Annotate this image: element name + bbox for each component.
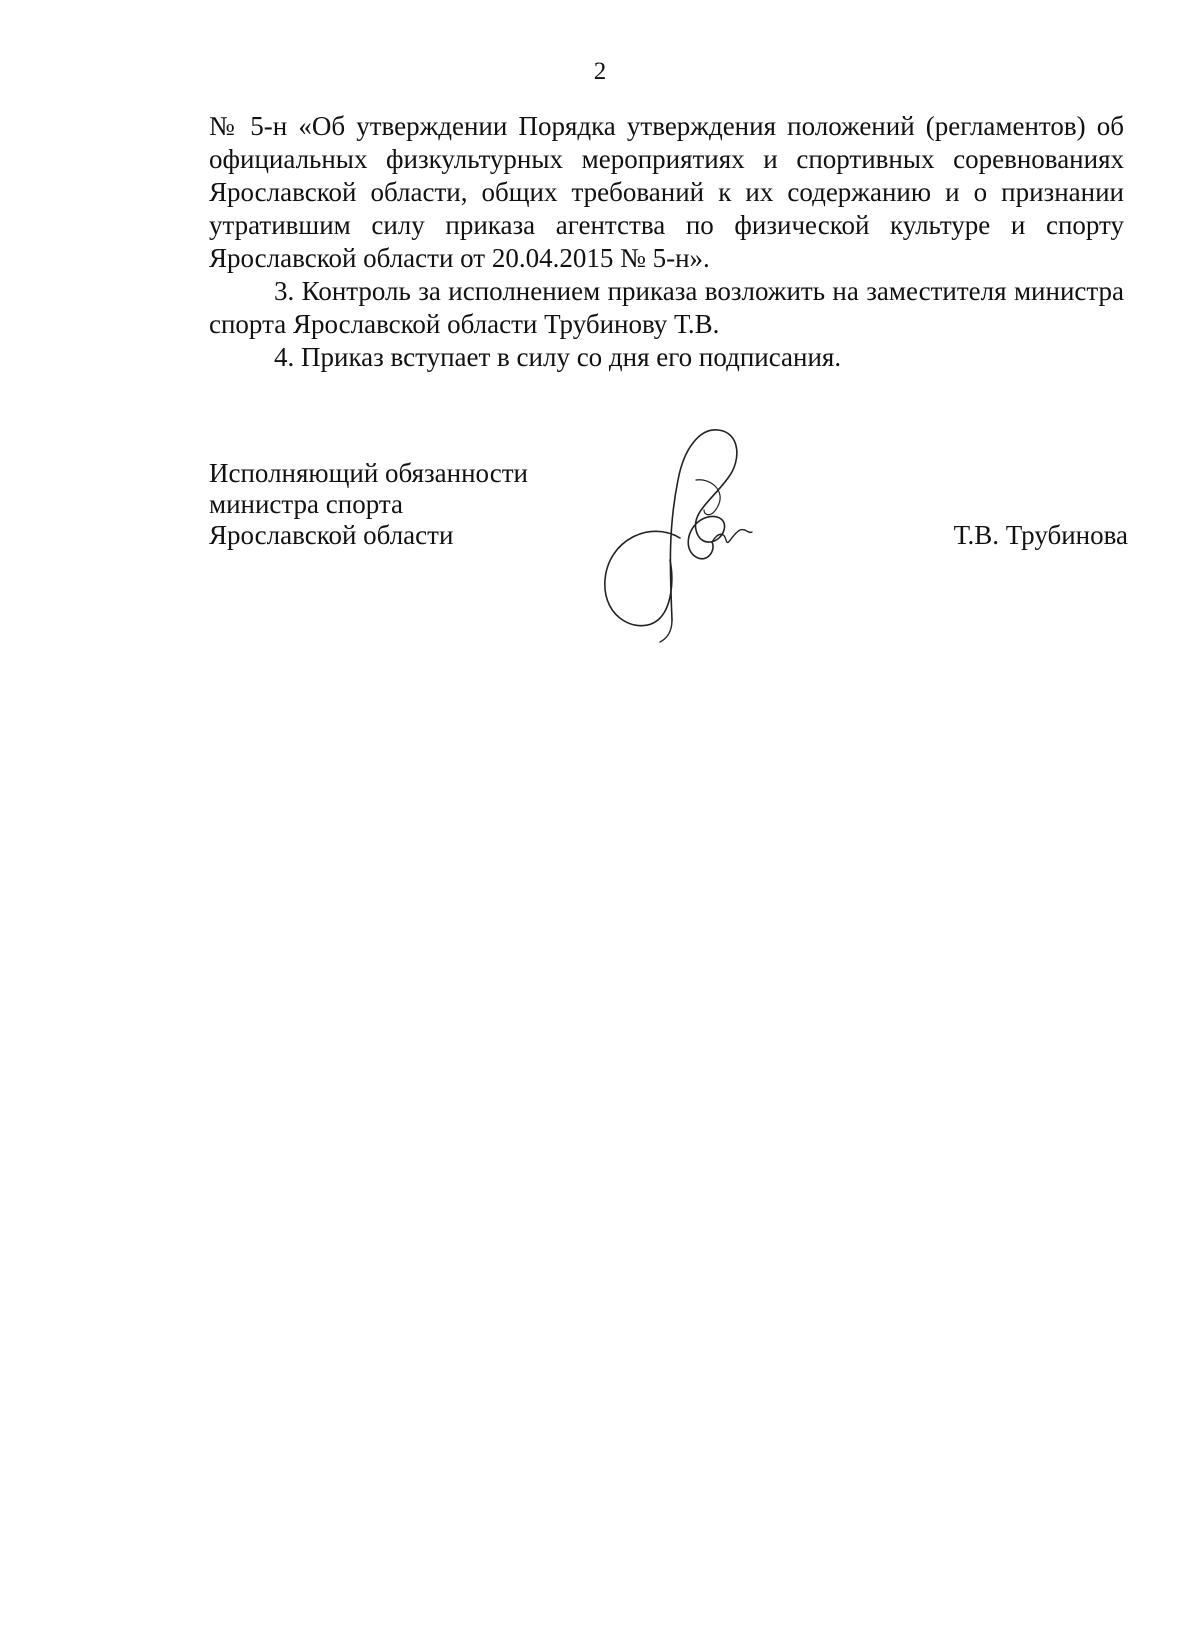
handwritten-signature	[600, 420, 780, 660]
paragraph-effective-date: 4. Приказ вступает в силу со дня его подписания.	[274, 342, 842, 372]
signatory-position	[209, 458, 528, 551]
signatory-name: Т.В. Трубинова	[953, 520, 1128, 550]
document-body	[209, 110, 1124, 374]
signatory-position-line: министра спорта	[209, 489, 403, 519]
signatory-position-line: Ярославской области	[209, 520, 454, 550]
page-number: 2	[593, 58, 607, 85]
paragraph-continuation: № 5-н «Об утверждении Порядка утверждения положений (регламентов) об официальных физкультурных мероприятиях и спортивных соревнованиях Ярославской области, общих требований к их содержанию и о признании утратившим силу приказа агентства по физической культуре и спорту Ярославской области от 20.04.2015 № 5-н».	[209, 111, 1124, 273]
signatory-position-line: Исполняющий обязанности	[209, 458, 528, 488]
paragraph-control: 3. Контроль за исполнением приказа возложить на заместителя министра спорта Ярославской области Трубинову Т.В.	[209, 276, 1124, 339]
